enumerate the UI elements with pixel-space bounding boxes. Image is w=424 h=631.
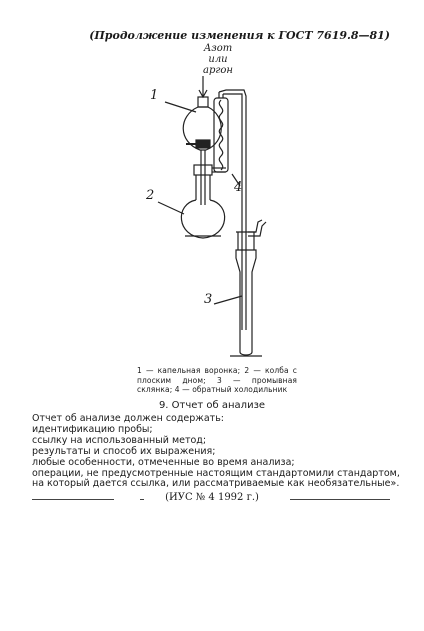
figure-number-3: 3 (204, 292, 213, 307)
report-line-4: результаты и способ их выражения; (32, 446, 216, 457)
bottom-rule-dash (140, 499, 144, 500)
report-line-5: любые особенности, отмеченные во время анализа; (32, 457, 295, 468)
wash-bottle-outlet (248, 220, 262, 232)
paragraph-line-1-part-b: или стандартом, (315, 468, 400, 479)
section-title: 9. Отчет об анализе (158, 400, 266, 411)
leader-2 (158, 202, 184, 214)
funnel-stopper (198, 97, 208, 107)
leader-1 (165, 102, 196, 112)
figure-number-4: 4 (234, 180, 243, 195)
ius-reference: (ИУС № 4 1992 г.) (165, 492, 259, 503)
report-paragraph-line-2: на который дается ссылка, или рассматриваемые как необязательные». (32, 478, 400, 489)
leader-3 (214, 296, 242, 304)
gas-label-line-1: Азот (203, 43, 233, 54)
figure-caption: 1 — капельная воронка; 2 — колба с плоским дном; 3 — промывная склянка; 4 — обратный холодильник (137, 366, 297, 394)
bottom-rule-left (32, 499, 114, 500)
connecting-tube-inner (223, 94, 242, 330)
gas-label-line-3: аргон (202, 65, 234, 76)
report-line-2: идентификацию пробы; (32, 424, 153, 435)
paragraph-line-1-part-a: операции, не предусмотренные настоящим стандартом (32, 468, 316, 479)
gas-label-line-2: или (208, 54, 228, 65)
flask-joint (194, 165, 212, 175)
report-line-1: Отчет об анализе должен содержать: (32, 413, 225, 424)
figure-number-2: 2 (146, 188, 155, 203)
flat-bottom-flask (181, 200, 224, 238)
funnel-stopcock (196, 140, 210, 148)
page-header: (Продолжение изменения к ГОСТ 7619.8—81) (89, 29, 390, 42)
report-line-3: ссылку на использованный метод; (32, 435, 207, 446)
bottom-rule-right (290, 499, 390, 500)
figure-number-1: 1 (150, 88, 159, 103)
